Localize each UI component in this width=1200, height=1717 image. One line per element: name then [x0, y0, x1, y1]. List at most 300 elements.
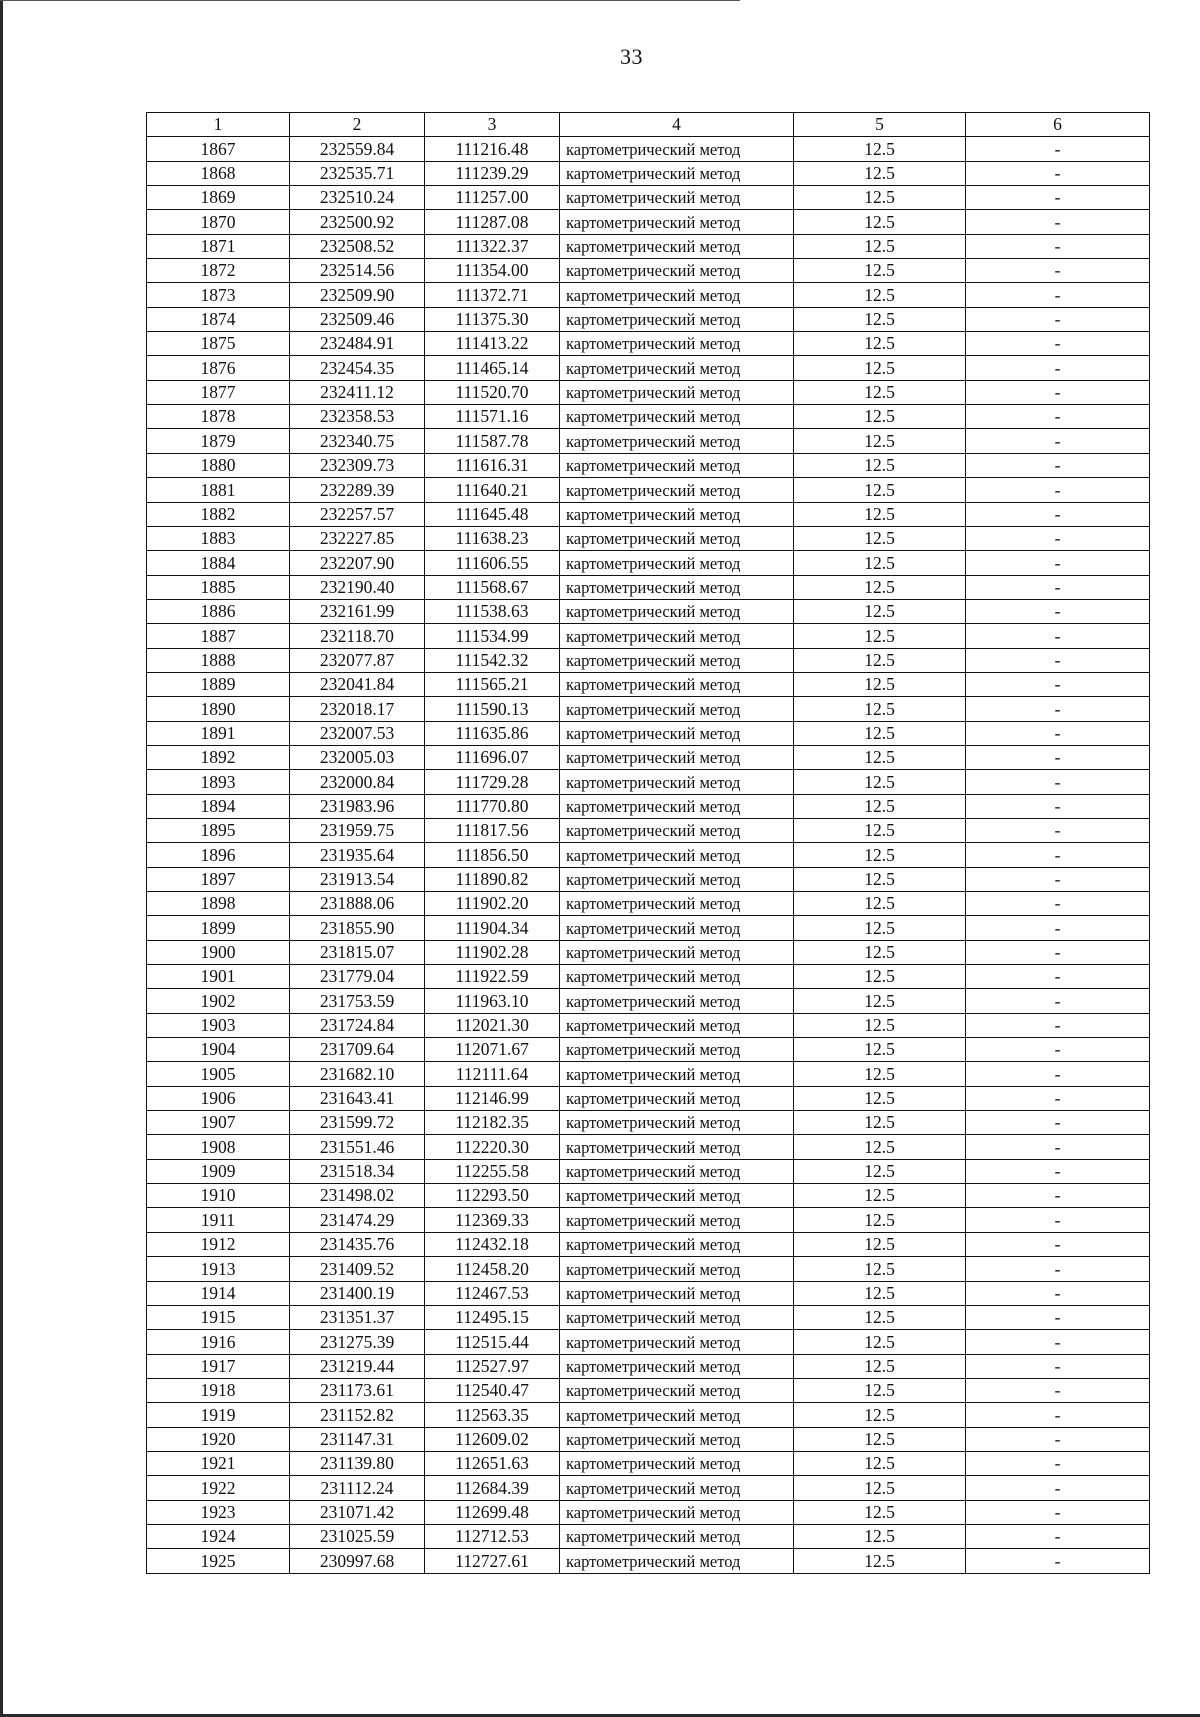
method-cell: картометрический метод — [560, 1013, 794, 1037]
y-coordinate-cell: 111587.78 — [425, 429, 560, 453]
point-number-cell: 1914 — [147, 1281, 290, 1305]
x-coordinate-cell: 231275.39 — [290, 1330, 425, 1354]
note-cell: - — [966, 1062, 1150, 1086]
table-row — [147, 1013, 1150, 1037]
method-cell: картометрический метод — [560, 453, 794, 477]
table-row — [147, 1378, 1150, 1402]
method-cell: картометрический метод — [560, 1305, 794, 1329]
method-cell: картометрический метод — [560, 137, 794, 161]
table-row — [147, 794, 1150, 818]
scan-border-left — [0, 0, 3, 1717]
note-cell: - — [966, 356, 1150, 380]
point-number-cell: 1909 — [147, 1159, 290, 1183]
x-coordinate-cell: 231643.41 — [290, 1086, 425, 1110]
accuracy-cell: 12.5 — [794, 575, 966, 599]
y-coordinate-cell: 111571.16 — [425, 405, 560, 429]
note-cell: - — [966, 697, 1150, 721]
note-cell: - — [966, 1500, 1150, 1524]
note-cell: - — [966, 1086, 1150, 1110]
note-cell: - — [966, 892, 1150, 916]
accuracy-cell: 12.5 — [794, 210, 966, 234]
point-number-cell: 1889 — [147, 672, 290, 696]
point-number-cell: 1878 — [147, 405, 290, 429]
x-coordinate-cell: 232510.24 — [290, 186, 425, 210]
method-cell: картометрический метод — [560, 1038, 794, 1062]
x-coordinate-cell: 232509.46 — [290, 307, 425, 331]
accuracy-cell: 12.5 — [794, 1257, 966, 1281]
table-row — [147, 1451, 1150, 1475]
x-coordinate-cell: 231351.37 — [290, 1305, 425, 1329]
y-coordinate-cell: 112712.53 — [425, 1524, 560, 1548]
note-cell: - — [966, 283, 1150, 307]
method-cell: картометрический метод — [560, 1451, 794, 1475]
x-coordinate-cell: 232161.99 — [290, 599, 425, 623]
x-coordinate-cell: 231682.10 — [290, 1062, 425, 1086]
table-row — [147, 478, 1150, 502]
x-coordinate-cell: 231112.24 — [290, 1476, 425, 1500]
accuracy-cell: 12.5 — [794, 867, 966, 891]
table-row — [147, 551, 1150, 575]
point-number-cell: 1886 — [147, 599, 290, 623]
note-cell: - — [966, 1159, 1150, 1183]
point-number-cell: 1920 — [147, 1427, 290, 1451]
table-row — [147, 234, 1150, 258]
accuracy-cell: 12.5 — [794, 672, 966, 696]
point-number-cell: 1901 — [147, 965, 290, 989]
y-coordinate-cell: 111640.21 — [425, 478, 560, 502]
x-coordinate-cell: 232005.03 — [290, 745, 425, 769]
y-coordinate-cell: 111616.31 — [425, 453, 560, 477]
y-coordinate-cell: 111354.00 — [425, 259, 560, 283]
point-number-cell: 1877 — [147, 380, 290, 404]
y-coordinate-cell: 111645.48 — [425, 502, 560, 526]
x-coordinate-cell: 232500.92 — [290, 210, 425, 234]
accuracy-cell: 12.5 — [794, 429, 966, 453]
y-coordinate-cell: 111922.59 — [425, 965, 560, 989]
note-cell: - — [966, 1378, 1150, 1402]
note-cell: - — [966, 186, 1150, 210]
method-cell: картометрический метод — [560, 551, 794, 575]
note-cell: - — [966, 234, 1150, 258]
accuracy-cell: 12.5 — [794, 1476, 966, 1500]
point-number-cell: 1881 — [147, 478, 290, 502]
accuracy-cell: 12.5 — [794, 916, 966, 940]
x-coordinate-cell: 231753.59 — [290, 989, 425, 1013]
table-row — [147, 1354, 1150, 1378]
method-cell: картометрический метод — [560, 721, 794, 745]
x-coordinate-cell: 231815.07 — [290, 940, 425, 964]
table-row — [147, 307, 1150, 331]
accuracy-cell: 12.5 — [794, 380, 966, 404]
note-cell: - — [966, 332, 1150, 356]
point-number-cell: 1902 — [147, 989, 290, 1013]
point-number-cell: 1868 — [147, 161, 290, 185]
note-cell: - — [966, 770, 1150, 794]
point-number-cell: 1915 — [147, 1305, 290, 1329]
method-cell: картометрический метод — [560, 599, 794, 623]
x-coordinate-cell: 232118.70 — [290, 624, 425, 648]
table-row — [147, 721, 1150, 745]
method-cell: картометрический метод — [560, 989, 794, 1013]
note-cell: - — [966, 259, 1150, 283]
point-number-cell: 1898 — [147, 892, 290, 916]
note-cell: - — [966, 429, 1150, 453]
column-header: 2 — [290, 113, 425, 137]
y-coordinate-cell: 112458.20 — [425, 1257, 560, 1281]
x-coordinate-cell: 232454.35 — [290, 356, 425, 380]
y-coordinate-cell: 112527.97 — [425, 1354, 560, 1378]
note-cell: - — [966, 1451, 1150, 1475]
method-cell: картометрический метод — [560, 1378, 794, 1402]
accuracy-cell: 12.5 — [794, 1135, 966, 1159]
point-number-cell: 1925 — [147, 1549, 290, 1573]
accuracy-cell: 12.5 — [794, 1184, 966, 1208]
page-number: 33 — [620, 44, 643, 69]
note-cell: - — [966, 453, 1150, 477]
method-cell: картометрический метод — [560, 1524, 794, 1548]
y-coordinate-cell: 112111.64 — [425, 1062, 560, 1086]
method-cell: картометрический метод — [560, 502, 794, 526]
accuracy-cell: 12.5 — [794, 1524, 966, 1548]
method-cell: картометрический метод — [560, 429, 794, 453]
column-header: 5 — [794, 113, 966, 137]
x-coordinate-cell: 232559.84 — [290, 137, 425, 161]
x-coordinate-cell: 231498.02 — [290, 1184, 425, 1208]
table-row — [147, 380, 1150, 404]
y-coordinate-cell: 112651.63 — [425, 1451, 560, 1475]
table-row — [147, 1305, 1150, 1329]
point-number-cell: 1870 — [147, 210, 290, 234]
note-cell: - — [966, 210, 1150, 234]
accuracy-cell: 12.5 — [794, 721, 966, 745]
y-coordinate-cell: 112182.35 — [425, 1111, 560, 1135]
accuracy-cell: 12.5 — [794, 234, 966, 258]
x-coordinate-cell: 231147.31 — [290, 1427, 425, 1451]
note-cell: - — [966, 502, 1150, 526]
point-number-cell: 1871 — [147, 234, 290, 258]
point-number-cell: 1903 — [147, 1013, 290, 1037]
point-number-cell: 1872 — [147, 259, 290, 283]
note-cell: - — [966, 1232, 1150, 1256]
note-cell: - — [966, 818, 1150, 842]
accuracy-cell: 12.5 — [794, 161, 966, 185]
column-header: 6 — [966, 113, 1150, 137]
x-coordinate-cell: 231139.80 — [290, 1451, 425, 1475]
x-coordinate-cell: 231709.64 — [290, 1038, 425, 1062]
y-coordinate-cell: 112515.44 — [425, 1330, 560, 1354]
method-cell: картометрический метод — [560, 210, 794, 234]
note-cell: - — [966, 1305, 1150, 1329]
y-coordinate-cell: 111963.10 — [425, 989, 560, 1013]
point-number-cell: 1890 — [147, 697, 290, 721]
accuracy-cell: 12.5 — [794, 1062, 966, 1086]
x-coordinate-cell: 232207.90 — [290, 551, 425, 575]
x-coordinate-cell: 232309.73 — [290, 453, 425, 477]
method-cell: картометрический метод — [560, 1208, 794, 1232]
point-number-cell: 1916 — [147, 1330, 290, 1354]
scan-border-top — [0, 0, 740, 1]
method-cell: картометрический метод — [560, 648, 794, 672]
method-cell: картометрический метод — [560, 770, 794, 794]
method-cell: картометрический метод — [560, 1549, 794, 1573]
note-cell: - — [966, 1184, 1150, 1208]
y-coordinate-cell: 111890.82 — [425, 867, 560, 891]
note-cell: - — [966, 745, 1150, 769]
note-cell: - — [966, 526, 1150, 550]
accuracy-cell: 12.5 — [794, 1500, 966, 1524]
method-cell: картометрический метод — [560, 307, 794, 331]
table-row — [147, 940, 1150, 964]
table-row — [147, 210, 1150, 234]
y-coordinate-cell: 111902.28 — [425, 940, 560, 964]
point-number-cell: 1897 — [147, 867, 290, 891]
x-coordinate-cell: 231551.46 — [290, 1135, 425, 1159]
method-cell: картометрический метод — [560, 356, 794, 380]
point-number-cell: 1918 — [147, 1378, 290, 1402]
method-cell: картометрический метод — [560, 867, 794, 891]
x-coordinate-cell: 232000.84 — [290, 770, 425, 794]
x-coordinate-cell: 232007.53 — [290, 721, 425, 745]
x-coordinate-cell: 232535.71 — [290, 161, 425, 185]
table-row — [147, 1159, 1150, 1183]
point-number-cell: 1912 — [147, 1232, 290, 1256]
method-cell: картометрический метод — [560, 1427, 794, 1451]
x-coordinate-cell: 231599.72 — [290, 1111, 425, 1135]
table-row — [147, 1427, 1150, 1451]
method-cell: картометрический метод — [560, 965, 794, 989]
accuracy-cell: 12.5 — [794, 1208, 966, 1232]
method-cell: картометрический метод — [560, 745, 794, 769]
x-coordinate-cell: 232257.57 — [290, 502, 425, 526]
accuracy-cell: 12.5 — [794, 259, 966, 283]
point-number-cell: 1917 — [147, 1354, 290, 1378]
y-coordinate-cell: 112220.30 — [425, 1135, 560, 1159]
method-cell: картометрический метод — [560, 1062, 794, 1086]
y-coordinate-cell: 112540.47 — [425, 1378, 560, 1402]
y-coordinate-cell: 112727.61 — [425, 1549, 560, 1573]
y-coordinate-cell: 112369.33 — [425, 1208, 560, 1232]
y-coordinate-cell: 111904.34 — [425, 916, 560, 940]
accuracy-cell: 12.5 — [794, 965, 966, 989]
x-coordinate-cell: 232190.40 — [290, 575, 425, 599]
y-coordinate-cell: 111465.14 — [425, 356, 560, 380]
y-coordinate-cell: 111729.28 — [425, 770, 560, 794]
y-coordinate-cell: 112684.39 — [425, 1476, 560, 1500]
y-coordinate-cell: 111565.21 — [425, 672, 560, 696]
point-number-cell: 1921 — [147, 1451, 290, 1475]
table-row — [147, 867, 1150, 891]
x-coordinate-cell: 231173.61 — [290, 1378, 425, 1402]
point-number-cell: 1899 — [147, 916, 290, 940]
note-cell: - — [966, 405, 1150, 429]
x-coordinate-cell: 231959.75 — [290, 818, 425, 842]
method-cell: картометрический метод — [560, 1330, 794, 1354]
y-coordinate-cell: 111239.29 — [425, 161, 560, 185]
y-coordinate-cell: 112293.50 — [425, 1184, 560, 1208]
x-coordinate-cell: 232289.39 — [290, 478, 425, 502]
y-coordinate-cell: 112699.48 — [425, 1500, 560, 1524]
point-number-cell: 1883 — [147, 526, 290, 550]
x-coordinate-cell: 232484.91 — [290, 332, 425, 356]
column-header: 3 — [425, 113, 560, 137]
table-row — [147, 1257, 1150, 1281]
table-row — [147, 648, 1150, 672]
accuracy-cell: 12.5 — [794, 332, 966, 356]
note-cell: - — [966, 1257, 1150, 1281]
x-coordinate-cell: 232509.90 — [290, 283, 425, 307]
note-cell: - — [966, 1111, 1150, 1135]
method-cell: картометрический метод — [560, 478, 794, 502]
accuracy-cell: 12.5 — [794, 1330, 966, 1354]
method-cell: картометрический метод — [560, 794, 794, 818]
table-row — [147, 965, 1150, 989]
y-coordinate-cell: 111287.08 — [425, 210, 560, 234]
accuracy-cell: 12.5 — [794, 989, 966, 1013]
table-row — [147, 1038, 1150, 1062]
note-cell: - — [966, 599, 1150, 623]
table-row — [147, 332, 1150, 356]
y-coordinate-cell: 111568.67 — [425, 575, 560, 599]
note-cell: - — [966, 1549, 1150, 1573]
point-number-cell: 1888 — [147, 648, 290, 672]
column-header: 1 — [147, 113, 290, 137]
method-cell: картометрический метод — [560, 940, 794, 964]
table-row — [147, 259, 1150, 283]
table-row — [147, 405, 1150, 429]
x-coordinate-cell: 231071.42 — [290, 1500, 425, 1524]
x-coordinate-cell: 231409.52 — [290, 1257, 425, 1281]
method-cell: картометрический метод — [560, 380, 794, 404]
point-number-cell: 1893 — [147, 770, 290, 794]
y-coordinate-cell: 111538.63 — [425, 599, 560, 623]
accuracy-cell: 12.5 — [794, 356, 966, 380]
accuracy-cell: 12.5 — [794, 526, 966, 550]
y-coordinate-cell: 111638.23 — [425, 526, 560, 550]
point-number-cell: 1908 — [147, 1135, 290, 1159]
note-cell: - — [966, 1354, 1150, 1378]
accuracy-cell: 12.5 — [794, 405, 966, 429]
table-row — [147, 502, 1150, 526]
column-header: 4 — [560, 113, 794, 137]
table-row — [147, 1281, 1150, 1305]
table-row — [147, 843, 1150, 867]
point-number-cell: 1875 — [147, 332, 290, 356]
x-coordinate-cell: 231518.34 — [290, 1159, 425, 1183]
method-cell: картометрический метод — [560, 1354, 794, 1378]
accuracy-cell: 12.5 — [794, 1305, 966, 1329]
x-coordinate-cell: 231435.76 — [290, 1232, 425, 1256]
note-cell: - — [966, 843, 1150, 867]
table-row — [147, 1549, 1150, 1573]
note-cell: - — [966, 1135, 1150, 1159]
method-cell: картометрический метод — [560, 1232, 794, 1256]
x-coordinate-cell: 231219.44 — [290, 1354, 425, 1378]
accuracy-cell: 12.5 — [794, 818, 966, 842]
accuracy-cell: 12.5 — [794, 697, 966, 721]
accuracy-cell: 12.5 — [794, 1281, 966, 1305]
method-cell: картометрический метод — [560, 526, 794, 550]
accuracy-cell: 12.5 — [794, 745, 966, 769]
table-row — [147, 526, 1150, 550]
y-coordinate-cell: 112071.67 — [425, 1038, 560, 1062]
table-row — [147, 697, 1150, 721]
accuracy-cell: 12.5 — [794, 1549, 966, 1573]
table-row — [147, 1135, 1150, 1159]
table-row — [147, 575, 1150, 599]
point-number-cell: 1869 — [147, 186, 290, 210]
x-coordinate-cell: 232041.84 — [290, 672, 425, 696]
point-number-cell: 1882 — [147, 502, 290, 526]
accuracy-cell: 12.5 — [794, 1378, 966, 1402]
accuracy-cell: 12.5 — [794, 1111, 966, 1135]
method-cell: картометрический метод — [560, 843, 794, 867]
accuracy-cell: 12.5 — [794, 137, 966, 161]
table-row — [147, 1062, 1150, 1086]
table-row — [147, 137, 1150, 161]
x-coordinate-cell: 231913.54 — [290, 867, 425, 891]
x-coordinate-cell: 231724.84 — [290, 1013, 425, 1037]
point-number-cell: 1896 — [147, 843, 290, 867]
point-number-cell: 1894 — [147, 794, 290, 818]
y-coordinate-cell: 112432.18 — [425, 1232, 560, 1256]
y-coordinate-cell: 111542.32 — [425, 648, 560, 672]
table-row — [147, 1403, 1150, 1427]
point-number-cell: 1923 — [147, 1500, 290, 1524]
y-coordinate-cell: 111606.55 — [425, 551, 560, 575]
table-row — [147, 161, 1150, 185]
point-number-cell: 1907 — [147, 1111, 290, 1135]
method-cell: картометрический метод — [560, 672, 794, 696]
accuracy-cell: 12.5 — [794, 648, 966, 672]
y-coordinate-cell: 112021.30 — [425, 1013, 560, 1037]
point-number-cell: 1885 — [147, 575, 290, 599]
point-number-cell: 1879 — [147, 429, 290, 453]
accuracy-cell: 12.5 — [794, 599, 966, 623]
y-coordinate-cell: 111817.56 — [425, 818, 560, 842]
note-cell: - — [966, 721, 1150, 745]
x-coordinate-cell: 231474.29 — [290, 1208, 425, 1232]
accuracy-cell: 12.5 — [794, 1159, 966, 1183]
y-coordinate-cell: 112609.02 — [425, 1427, 560, 1451]
note-cell: - — [966, 1038, 1150, 1062]
note-cell: - — [966, 965, 1150, 989]
method-cell: картометрический метод — [560, 916, 794, 940]
point-number-cell: 1919 — [147, 1403, 290, 1427]
method-cell: картометрический метод — [560, 1281, 794, 1305]
table-row — [147, 599, 1150, 623]
point-number-cell: 1910 — [147, 1184, 290, 1208]
point-number-cell: 1900 — [147, 940, 290, 964]
point-number-cell: 1880 — [147, 453, 290, 477]
table-row — [147, 1500, 1150, 1524]
point-number-cell: 1887 — [147, 624, 290, 648]
note-cell: - — [966, 137, 1150, 161]
x-coordinate-cell: 231855.90 — [290, 916, 425, 940]
table-row — [147, 1111, 1150, 1135]
method-cell: картометрический метод — [560, 283, 794, 307]
method-cell: картометрический метод — [560, 697, 794, 721]
method-cell: картометрический метод — [560, 1086, 794, 1110]
note-cell: - — [966, 1476, 1150, 1500]
table-row — [147, 818, 1150, 842]
table-row — [147, 672, 1150, 696]
accuracy-cell: 12.5 — [794, 502, 966, 526]
y-coordinate-cell: 111696.07 — [425, 745, 560, 769]
point-number-cell: 1874 — [147, 307, 290, 331]
note-cell: - — [966, 307, 1150, 331]
note-cell: - — [966, 648, 1150, 672]
note-cell: - — [966, 989, 1150, 1013]
